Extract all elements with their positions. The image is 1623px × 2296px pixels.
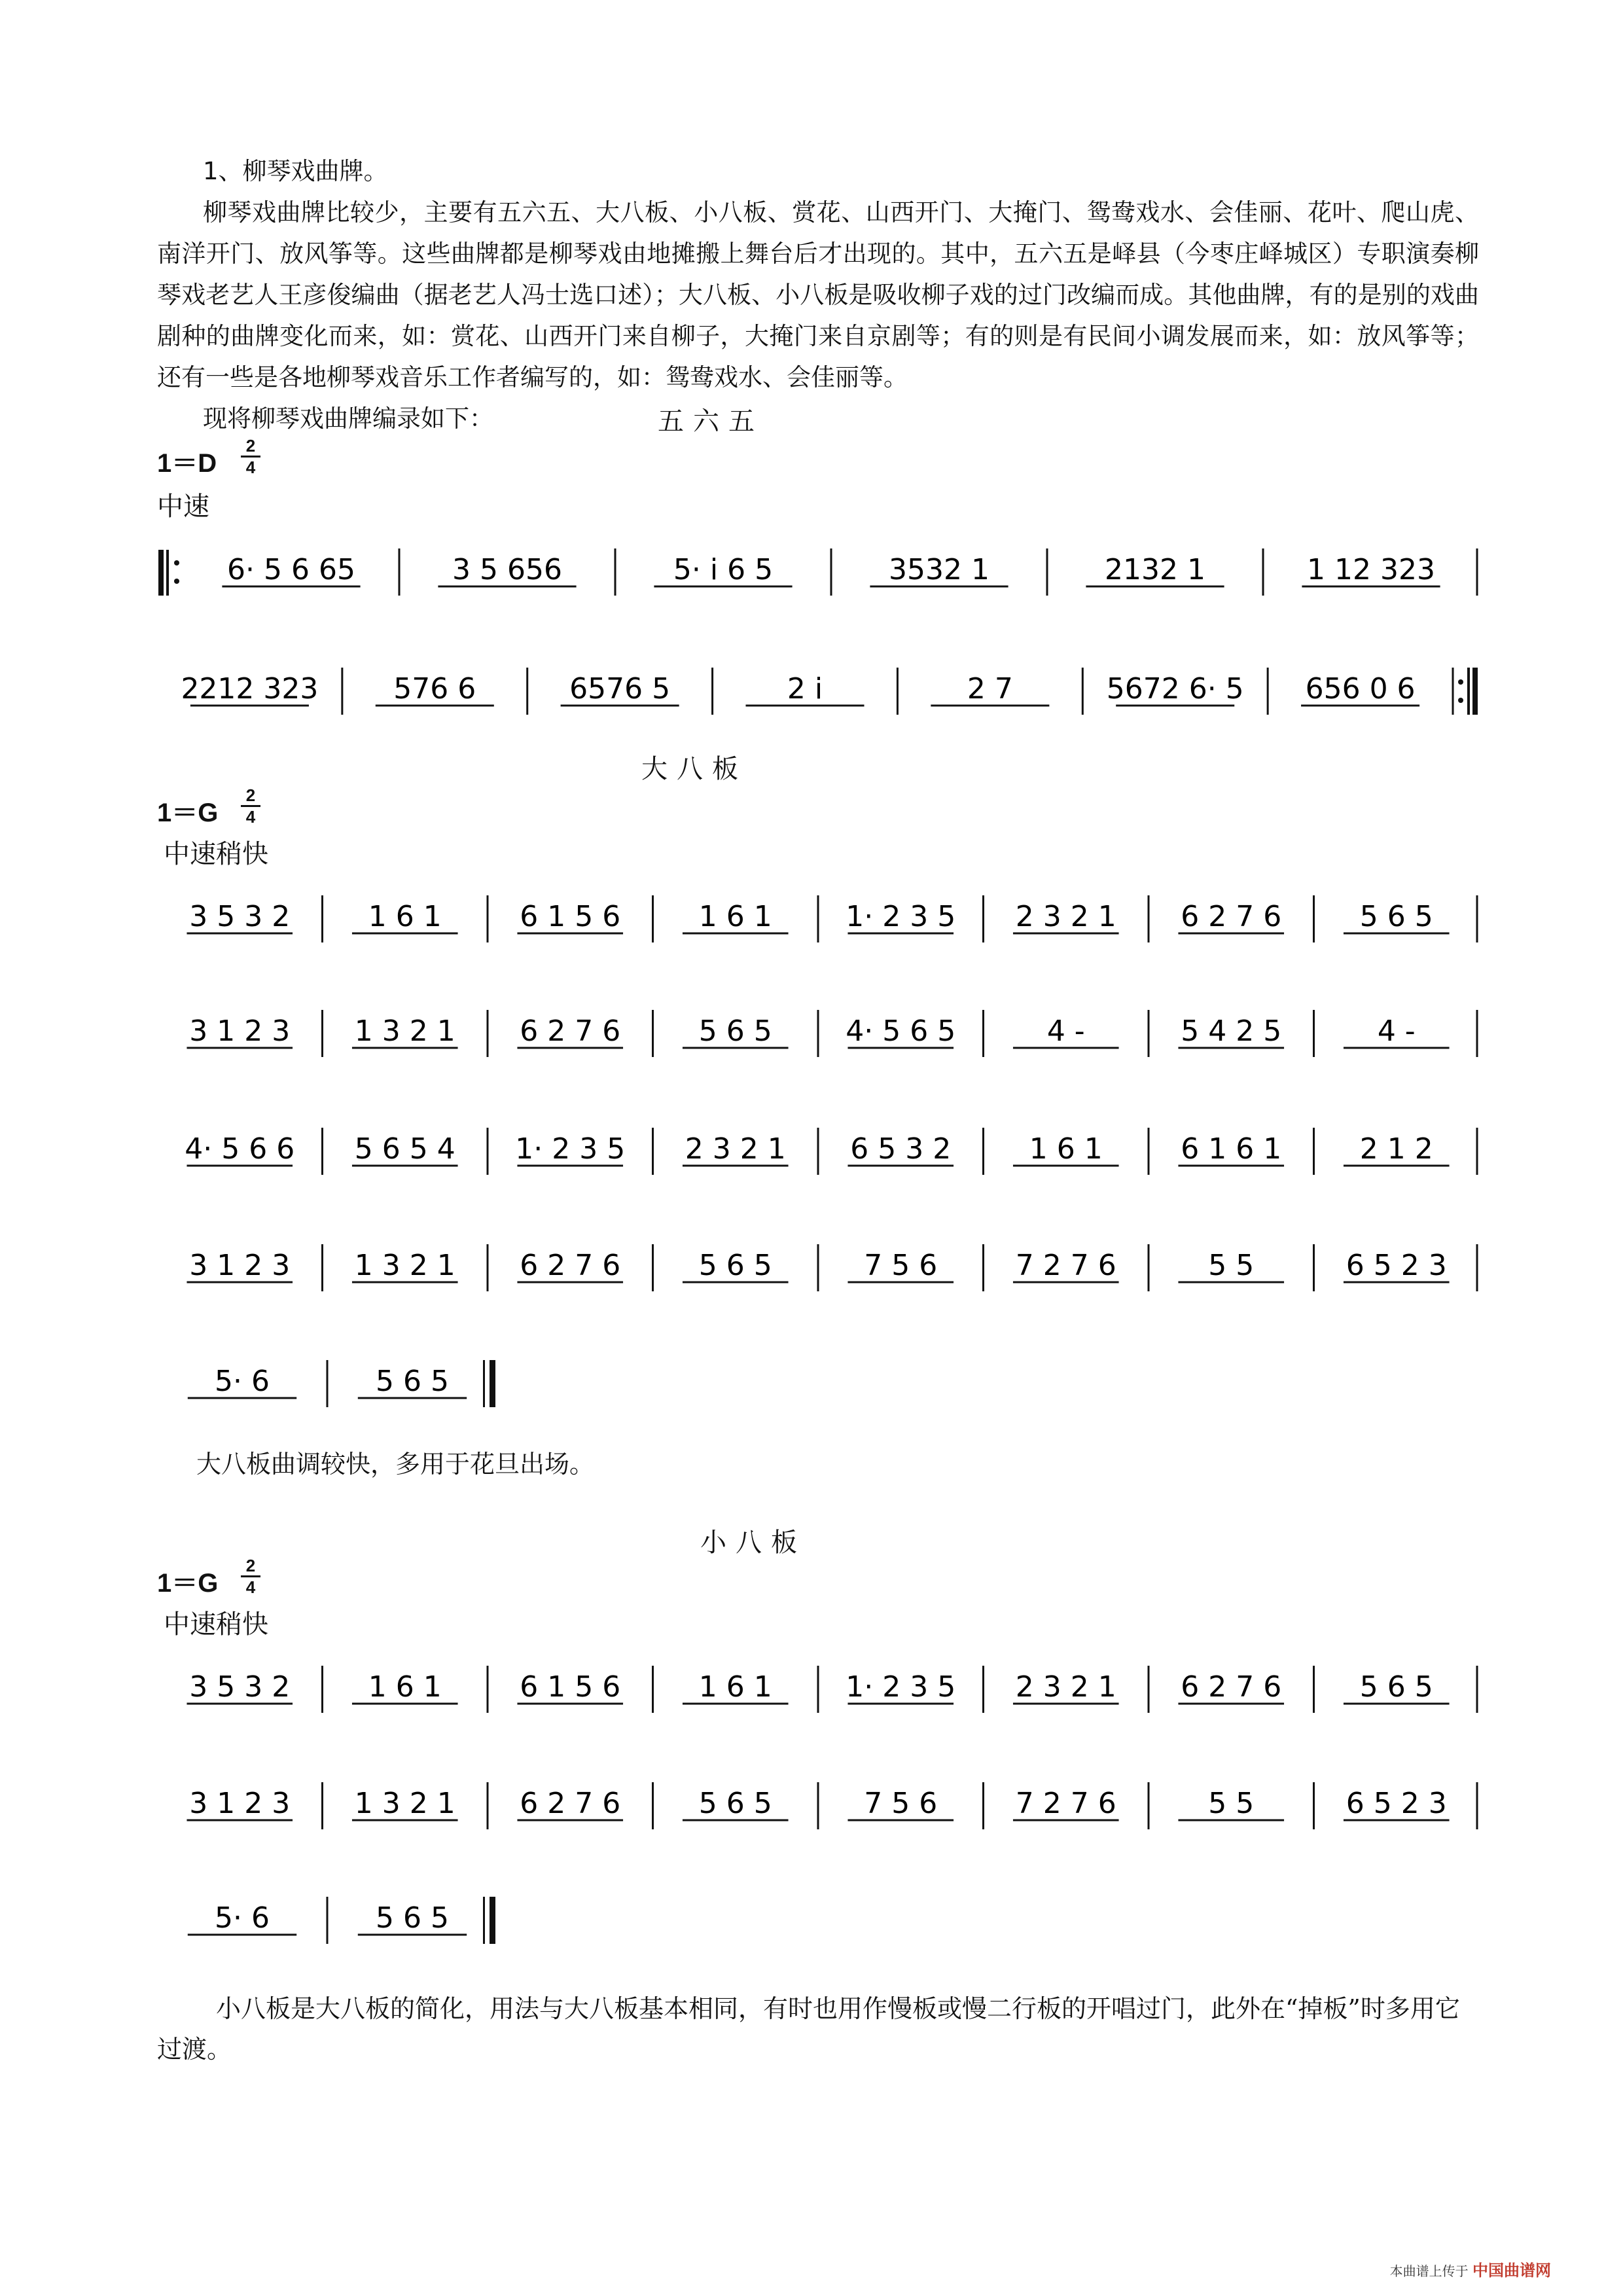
measure-notes: 656 0 6 — [1305, 672, 1416, 706]
score-svg — [157, 537, 1479, 609]
measure-notes: 2212 323 — [181, 672, 319, 706]
measure-notes: 5 6 5 — [376, 1901, 449, 1935]
measure-notes: 2 i — [787, 672, 823, 706]
measure-notes: 5· 6 — [215, 1365, 270, 1398]
measure-notes: 3 5 3 2 — [189, 1670, 291, 1704]
measure-notes: 1 6 1 — [698, 1670, 772, 1704]
repeat-end-bar — [1467, 668, 1470, 715]
piece-note: 小八板是大八板的简化，用法与大八板基本相同，有时也用作慢板或慢二行板的开唱过门，此外在“掉板”时多用它过渡。 — [157, 1994, 1460, 2064]
repeat-dot — [174, 560, 179, 565]
time-signature: 2 4 — [241, 437, 260, 476]
measure-notes: 5 6 5 — [1359, 1670, 1433, 1704]
score-line — [157, 537, 1479, 609]
score-svg — [157, 656, 1479, 728]
intro-lead: 现将柳琴戏曲牌编录如下： — [203, 404, 493, 433]
measure-notes: 1 12 323 — [1307, 553, 1435, 586]
piece-title-xiaobaban: 小八板 — [700, 1528, 806, 1558]
intro-paragraph: 柳琴戏曲牌比较少，主要有五六五、大八板、小八板、赏花、山西开门、大掩门、鸳鸯戏水、会佳丽、花叶、爬山虎、南洋开门、放风筝等。这些曲牌都是柳琴戏由地摊搬上舞台后才出现的。其中，五六五是峄县（今枣庄峄城区）专职演奏柳琴戏老艺人王彦俊编曲（据老艺人冯士选口述）；大八板、小八板是吸收柳子戏的过门改编而成。其他曲牌，有的是别的戏曲剧种的曲牌变化而来，如：赏花、山西开门来自柳子，大掩门来自京剧等；有的则是有民间小调发展而来，如：放风筝等；还有一些是各地柳琴戏音乐工作者编写的，如：鸳鸯戏水、会佳丽等。 — [157, 198, 1479, 391]
final-barline — [483, 1897, 485, 1944]
measure-notes: 2 3 2 1 — [1015, 1670, 1116, 1704]
score-svg — [157, 1654, 1479, 1726]
measure-notes: 1 3 2 1 — [354, 1787, 455, 1820]
measure-notes: 576 6 — [393, 672, 476, 706]
score-line — [157, 998, 1479, 1070]
piece-title-dababan: 大八板 — [641, 754, 747, 784]
measure-notes: 3 1 2 3 — [189, 1014, 291, 1048]
tempo-marking: 中速稍快 — [164, 839, 268, 869]
measure-notes: 4 - — [1377, 1014, 1416, 1048]
measure-notes: 3 5 3 2 — [189, 900, 291, 933]
repeat-dot — [1458, 679, 1463, 685]
measure-notes: 5 6 5 — [376, 1365, 449, 1398]
site-logo: 中国曲谱网 — [1472, 2261, 1551, 2280]
score-svg — [157, 1232, 1479, 1304]
measure-notes: 6 1 5 6 — [520, 1670, 621, 1704]
measure-notes: 2 7 — [967, 672, 1013, 706]
measure-notes: 7 2 7 6 — [1015, 1249, 1116, 1282]
measure-notes: 5· 6 — [215, 1901, 270, 1935]
measure-notes: 5 6 5 — [1359, 900, 1433, 933]
measure-notes: 1 6 1 — [698, 900, 772, 933]
score-svg — [157, 998, 1479, 1070]
measure-notes: 6 2 7 6 — [1181, 900, 1282, 933]
measure-notes: 1 6 1 — [1029, 1132, 1103, 1166]
measure-notes: 6 1 6 1 — [1181, 1132, 1282, 1166]
measure-notes: 5 6 5 — [698, 1014, 772, 1048]
measure-notes: 5 6 5 — [698, 1787, 772, 1820]
measure-notes: 6 5 2 3 — [1346, 1249, 1447, 1282]
score-line — [157, 1654, 1479, 1726]
measure-notes: 6 5 3 2 — [850, 1132, 952, 1166]
repeat-dot — [174, 579, 179, 584]
score-line — [157, 1885, 1479, 1957]
piece-note: 大八板曲调较快，多用于花旦出场。 — [196, 1450, 595, 1479]
score-line — [157, 656, 1479, 728]
measure-notes: 6 5 2 3 — [1346, 1787, 1447, 1820]
measure-notes: 4· 5 6 5 — [846, 1014, 956, 1048]
repeat-dot — [1458, 698, 1463, 703]
measure-notes: 2 3 2 1 — [685, 1132, 786, 1166]
intro-text — [157, 151, 1479, 439]
score-line — [157, 1348, 1479, 1420]
score-line — [157, 1232, 1479, 1304]
measure-notes: 1· 2 3 5 — [515, 1132, 626, 1166]
section-heading: 1、柳琴戏曲牌。 — [203, 157, 388, 185]
measure-notes: 3532 1 — [889, 553, 990, 586]
measure-notes: 7 2 7 6 — [1015, 1787, 1116, 1820]
measure-notes: 5 6 5 4 — [354, 1132, 455, 1166]
measure-notes: 5 5 — [1208, 1787, 1255, 1820]
measure-notes: 5 5 — [1208, 1249, 1255, 1282]
measure-notes: 4 - — [1046, 1014, 1085, 1048]
measure-notes: 5 6 5 — [698, 1249, 772, 1282]
measure-notes: 5672 6· 5 — [1106, 672, 1244, 706]
measure-notes: 1 3 2 1 — [354, 1014, 455, 1048]
final-barline — [483, 1360, 485, 1407]
measure-notes: 1 6 1 — [368, 1670, 442, 1704]
time-signature: 2 4 — [241, 787, 260, 825]
measure-notes: 7 5 6 — [864, 1787, 938, 1820]
measure-notes: 1· 2 3 5 — [846, 1670, 956, 1704]
score-line — [157, 1116, 1479, 1188]
measure-notes: 1 6 1 — [368, 900, 442, 933]
repeat-end-bar — [1472, 668, 1478, 715]
score-svg — [157, 884, 1479, 956]
score-line — [157, 1770, 1479, 1842]
measure-notes: 6 2 7 6 — [520, 1014, 621, 1048]
footer-credit: 本曲谱上传于 中国曲谱网 — [1389, 2261, 1551, 2280]
score-line — [157, 884, 1479, 956]
measure-notes: 3 5 656 — [452, 553, 562, 586]
key-signature: 1＝G — [157, 1569, 219, 1598]
measure-notes: 6 2 7 6 — [1181, 1670, 1282, 1704]
measure-notes: 1 3 2 1 — [354, 1249, 455, 1282]
repeat-start-bar — [166, 550, 169, 596]
measure-notes: 5 4 2 5 — [1181, 1014, 1282, 1048]
key-signature: 1＝D — [157, 449, 217, 478]
score-svg — [157, 1885, 1479, 1957]
score-svg — [157, 1348, 1479, 1420]
measure-notes: 2 1 2 — [1359, 1132, 1433, 1166]
repeat-start-bar — [158, 550, 164, 596]
measure-notes: 6· 5 6 65 — [227, 553, 355, 586]
measure-notes: 7 5 6 — [864, 1249, 938, 1282]
measure-notes: 2132 1 — [1105, 553, 1205, 586]
score-svg — [157, 1770, 1479, 1842]
measure-notes: 4· 5 6 6 — [185, 1132, 295, 1166]
key-signature: 1＝G — [157, 798, 219, 827]
measure-notes: 6 2 7 6 — [520, 1249, 621, 1282]
measure-notes: 3 1 2 3 — [189, 1787, 291, 1820]
score-svg — [157, 1116, 1479, 1188]
measure-notes: 3 1 2 3 — [189, 1249, 291, 1282]
final-barline — [490, 1897, 495, 1944]
measure-notes: 6 1 5 6 — [520, 900, 621, 933]
measure-notes: 5· i 6 5 — [673, 553, 774, 586]
tempo-marking: 中速稍快 — [164, 1609, 268, 1640]
measure-notes: 1· 2 3 5 — [846, 900, 956, 933]
tempo-marking: 中速 — [157, 492, 209, 522]
piece-title-wuliuwu: 五六五 — [658, 406, 764, 437]
final-barline — [490, 1360, 495, 1407]
measure-notes: 6 2 7 6 — [520, 1787, 621, 1820]
time-signature: 2 4 — [241, 1557, 260, 1596]
measure-notes: 6576 5 — [569, 672, 671, 706]
measure-notes: 2 3 2 1 — [1015, 900, 1116, 933]
